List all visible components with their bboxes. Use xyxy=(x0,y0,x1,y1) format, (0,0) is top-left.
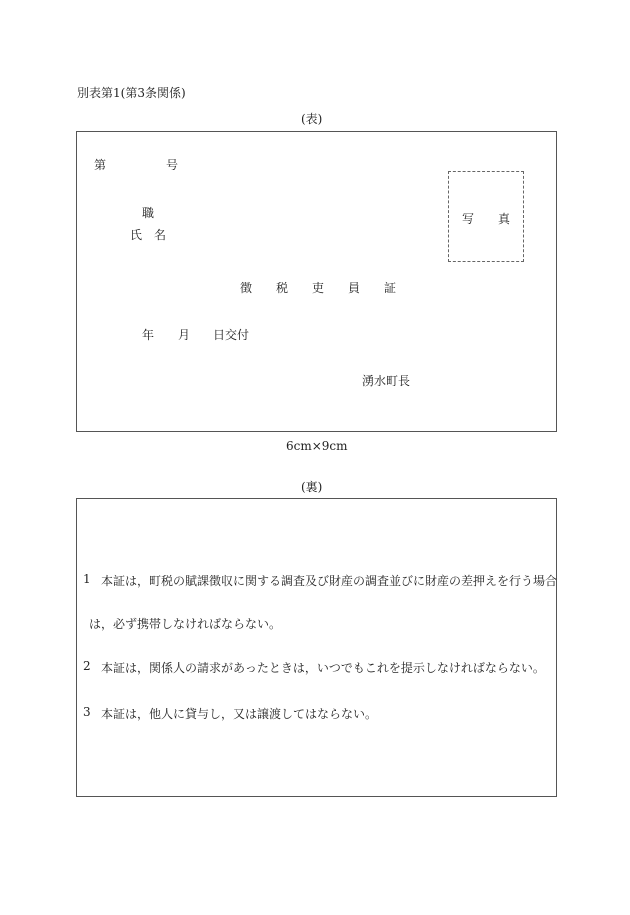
card-title-char: 証 xyxy=(384,281,397,295)
item-text-continued: は，必ず携帯しなければならない。 xyxy=(89,617,282,631)
card-title-char: 税 xyxy=(276,281,289,295)
card-title-char: 徴 xyxy=(240,281,253,295)
item-number: 2 xyxy=(83,659,91,673)
front-caption: (表) xyxy=(301,112,323,126)
item-text: 本証は，関係人の請求があったときは，いつでもこれを提示しなければならない。 xyxy=(101,661,545,675)
item-number: 1 xyxy=(83,572,91,586)
position-label: 職 xyxy=(142,206,155,220)
size-note: 6cm×9cm xyxy=(286,439,348,453)
photo-label: 写 真 xyxy=(462,212,511,226)
card-front xyxy=(76,131,557,432)
item-number: 3 xyxy=(83,705,91,719)
back-caption: (裏) xyxy=(301,480,323,494)
card-title-char: 吏 xyxy=(312,281,325,295)
card-title-char: 員 xyxy=(348,281,361,295)
item-text: 本証は，他人に貸与し，又は譲渡してはならない。 xyxy=(101,707,378,721)
photo-placeholder xyxy=(448,171,524,262)
item-text: 本証は，町税の賦課徴収に関する調査及び財産の調査並びに財産の差押えを行う場合 xyxy=(101,574,558,588)
issue-month-label: 月 xyxy=(178,328,191,342)
card-number-suffix: 号 xyxy=(166,158,179,172)
card-number-prefix: 第 xyxy=(94,158,107,172)
issue-day-label: 日交付 xyxy=(213,328,250,342)
name-label: 氏 名 xyxy=(130,228,167,242)
issue-year-label: 年 xyxy=(142,328,155,342)
card-title xyxy=(240,279,400,295)
document-heading: 別表第1(第3条関係) xyxy=(77,86,186,100)
card-back xyxy=(76,498,557,797)
issuer: 湧水町長 xyxy=(362,374,411,388)
